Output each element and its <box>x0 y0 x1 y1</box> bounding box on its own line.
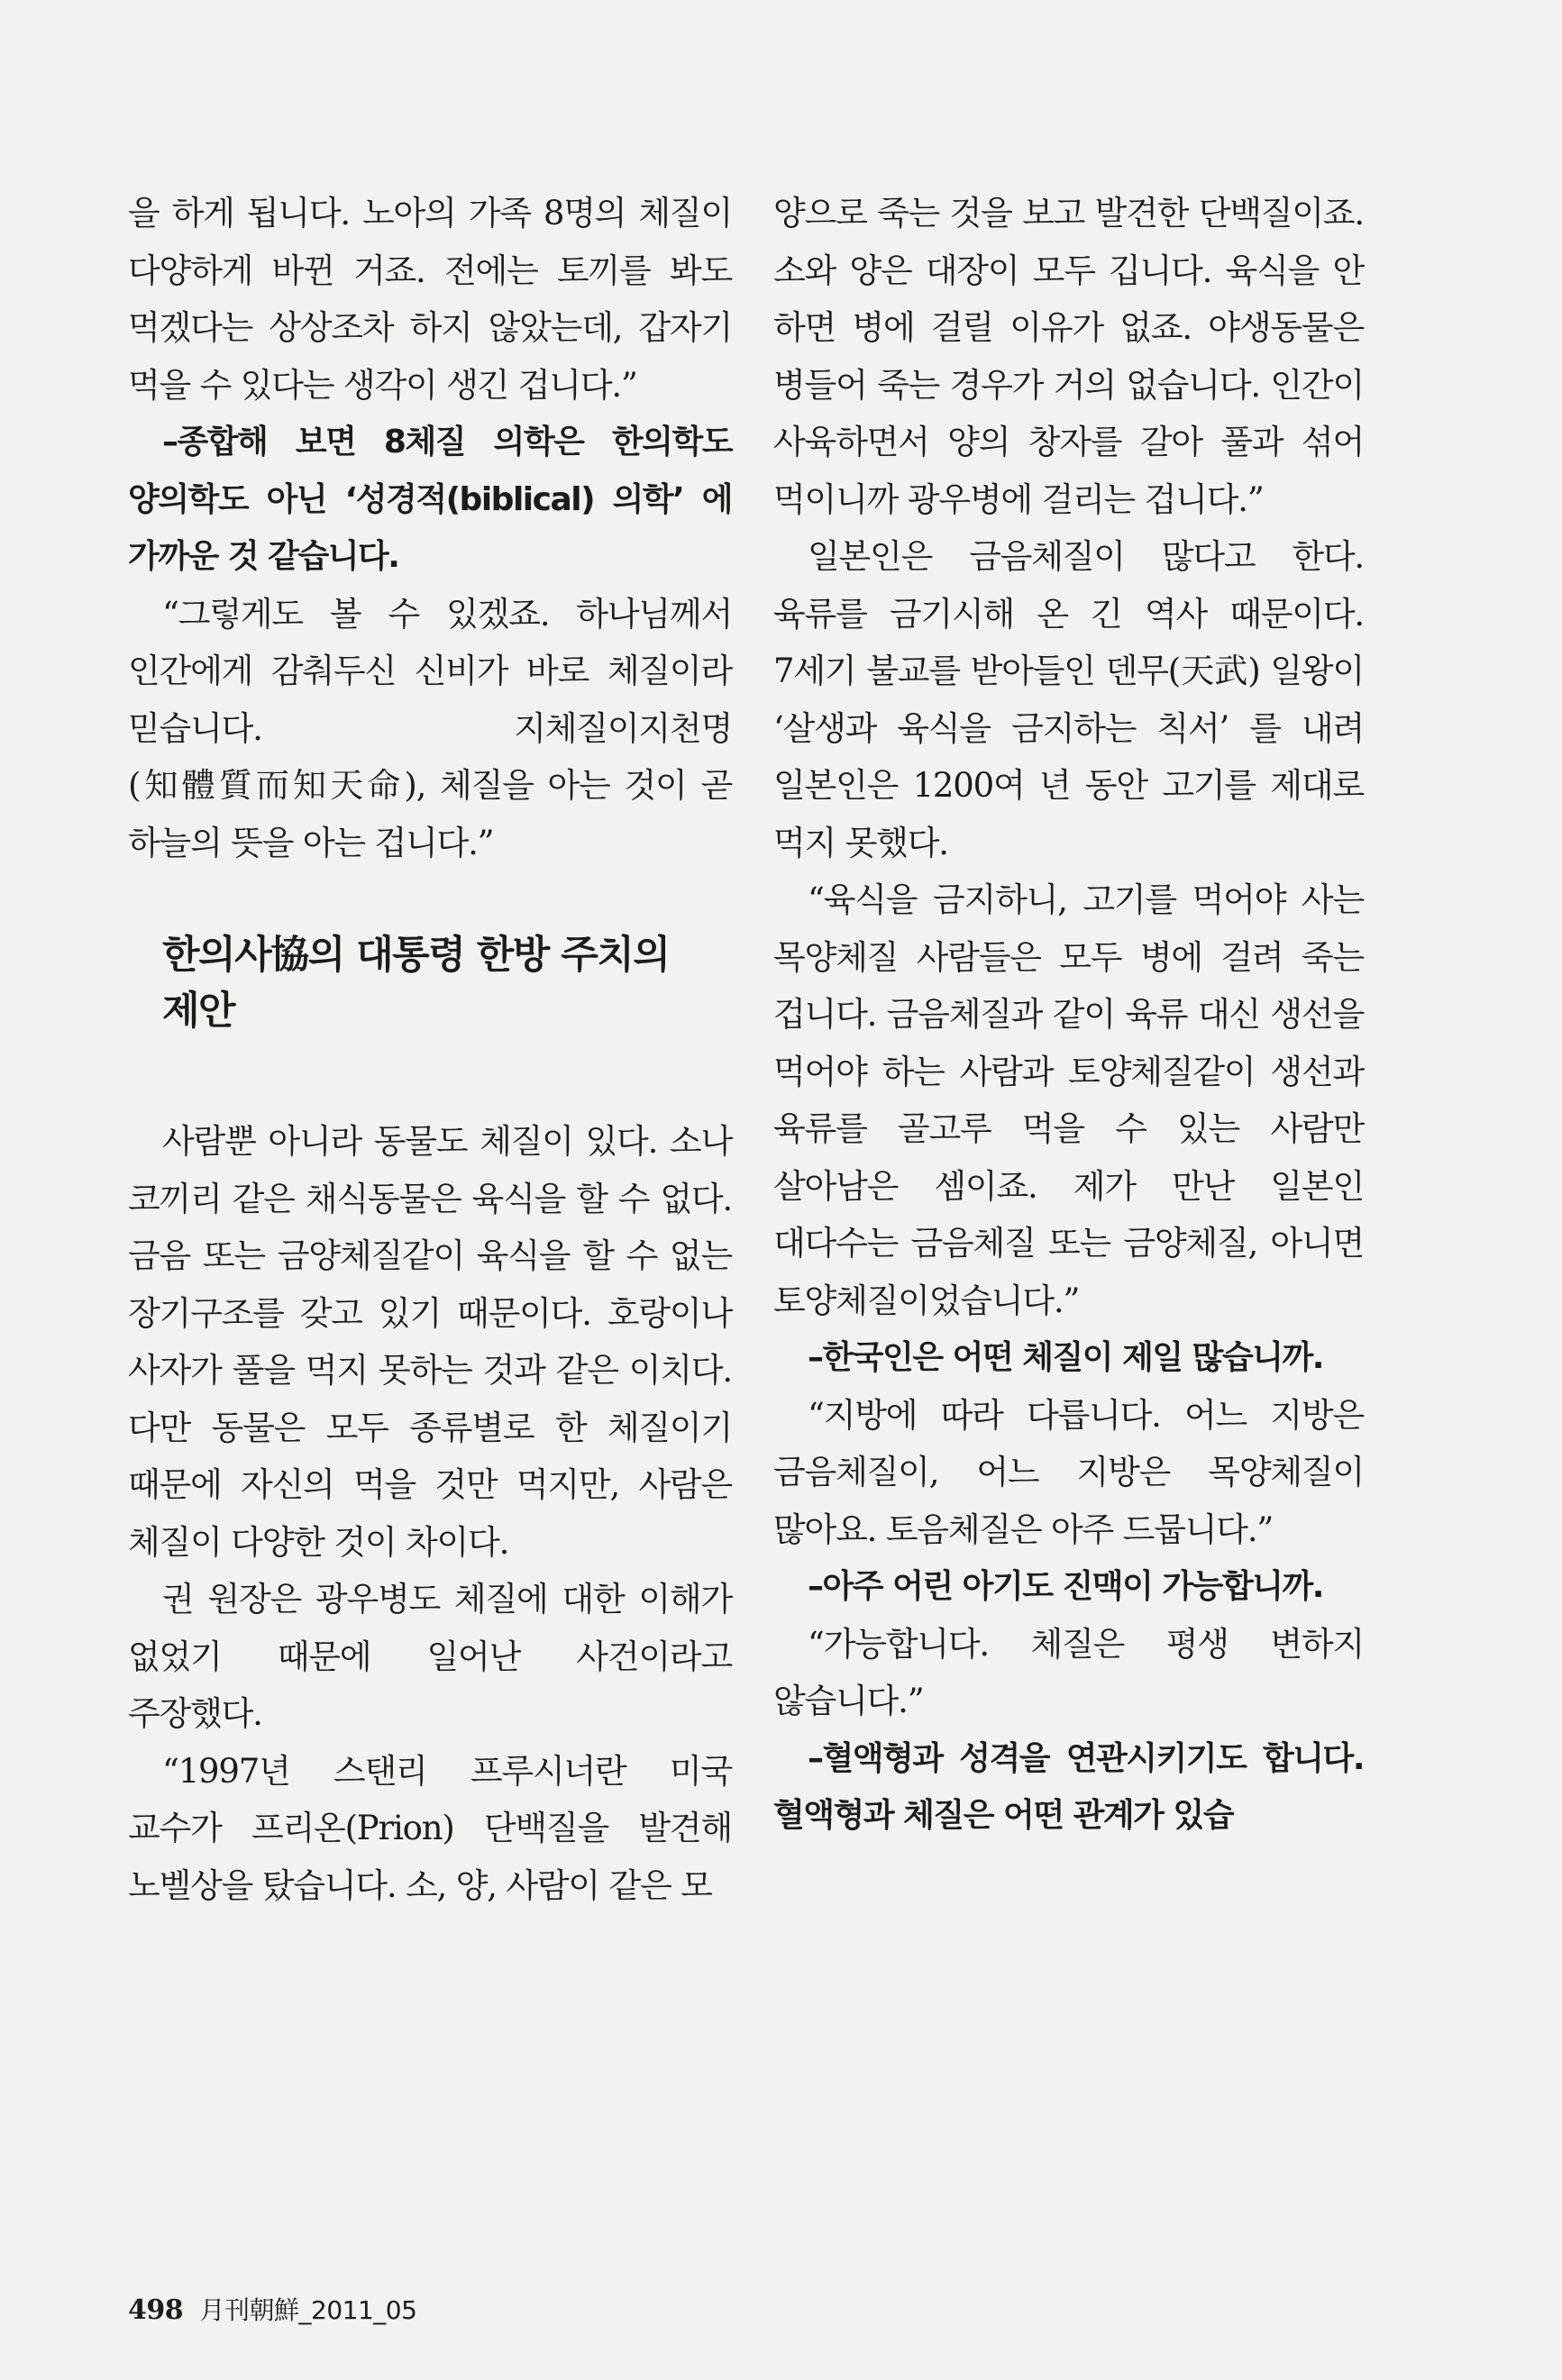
interview-question: –종합해 보면 8체질 의학은 한의학도 양의학도 아닌 ‘성경적(biblical) 의학’ 에 가까운 것 같습니다. <box>128 424 732 575</box>
paragraph: “가능합니다. 체질은 평생 변하지 않습니다.” <box>773 1624 1364 1720</box>
interview-question: –아주 어린 아기도 진맥이 가능합니까. <box>808 1568 1323 1605</box>
paragraph: “그렇게도 볼 수 있겠죠. 하나님께서 인간에게 감춰두신 신비가 바로 체질이라 믿습니다. 지체질이지천명(知體質而知天命), 체질을 아는 것이 곧 하늘의 뜻을 아는 겁니다.” <box>128 594 732 862</box>
paragraph: 양으로 죽는 것을 보고 발견한 단백질이죠. 소와 양은 대장이 모두 깁니다. 육식을 안 하면 병에 걸릴 이유가 없죠. 야생동물은 병들어 죽는 경우가 거의 없습니다. 인간이 사육하면서 양의 창자를 갈아 풀과 섞어 먹이니까 광우병에 걸리는 겁니다.” <box>773 194 1364 519</box>
page-footer <box>128 2291 416 2327</box>
interview-question: –혈액형과 성격을 연관시키기도 합니다. 혈액형과 체질은 어떤 관계가 있습 <box>773 1739 1364 1834</box>
left-column <box>128 185 732 1914</box>
interview-question: –한국인은 어떤 체질이 제일 많습니까. <box>808 1339 1323 1376</box>
section-heading: 한의사協의 대통령 한방 주치의 제안 <box>162 933 670 1034</box>
paragraph: 을 하게 됩니다. 노아의 가족 8명의 체질이 다양하게 바뀐 거죠. 전에는 토끼를 봐도 먹겠다는 상상조차 하지 않았는데, 갑자기 먹을 수 있다는 생각이 생긴 겁니다.” <box>128 194 732 405</box>
publication-name: 月刊朝鮮_2011_05 <box>199 2295 417 2325</box>
paragraph: “지방에 따라 다릅니다. 어느 지방은 금음체질이, 어느 지방은 목양체질이 많아요. 토음체질은 아주 드뭅니다.” <box>773 1395 1364 1549</box>
page-number: 498 <box>128 2294 184 2326</box>
paragraph: 사람뿐 아니라 동물도 체질이 있다. 소나 코끼리 같은 채식동물은 육식을 할 수 없다. 금음 또는 금양체질같이 육식을 할 수 없는 장기구조를 갖고 있기 때문이다. 호랑이나 사자가 풀을 먹지 못하는 것과 같은 이치다. 다만 동물은 모두 종류별로 한 체질이기 때문에 자신의 먹을 것만 먹지만, 사람은 체질이 다양한 것이 차이다. <box>128 1122 732 1562</box>
paragraph: “1997년 스탠리 프루시너란 미국 교수가 프리온(Prion) 단백질을 발견해 노벨상을 탔습니다. 소, 양, 사람이 같은 모 <box>128 1751 732 1905</box>
right-column <box>773 185 1364 1845</box>
paragraph: “육식을 금지하니, 고기를 먹어야 사는 목양체질 사람들은 모두 병에 걸려 죽는 겁니다. 금음체질과 같이 육류 대신 생선을 먹어야 하는 사람과 토양체질같이 생선과 육류를 골고루 먹을 수 있는 사람만 살아남은 셈이죠. 제가 만난 일본인 대다수는 금음체질 또는 금양체질, 아니면 토양체질이었습니다.” <box>773 880 1364 1320</box>
paragraph: 일본인은 금음체질이 많다고 한다. 육류를 금기시해 온 긴 역사 때문이다. 7세기 불교를 받아들인 덴무(天武) 일왕이 ‘살생과 육식을 금지하는 칙서’ 를 내려 일본인은 1200여 년 동안 고기를 제대로 먹지 못했다. <box>773 537 1364 862</box>
paragraph: 권 원장은 광우병도 체질에 대한 이해가 없었기 때문에 일어난 사건이라고 주장했다. <box>128 1580 732 1733</box>
